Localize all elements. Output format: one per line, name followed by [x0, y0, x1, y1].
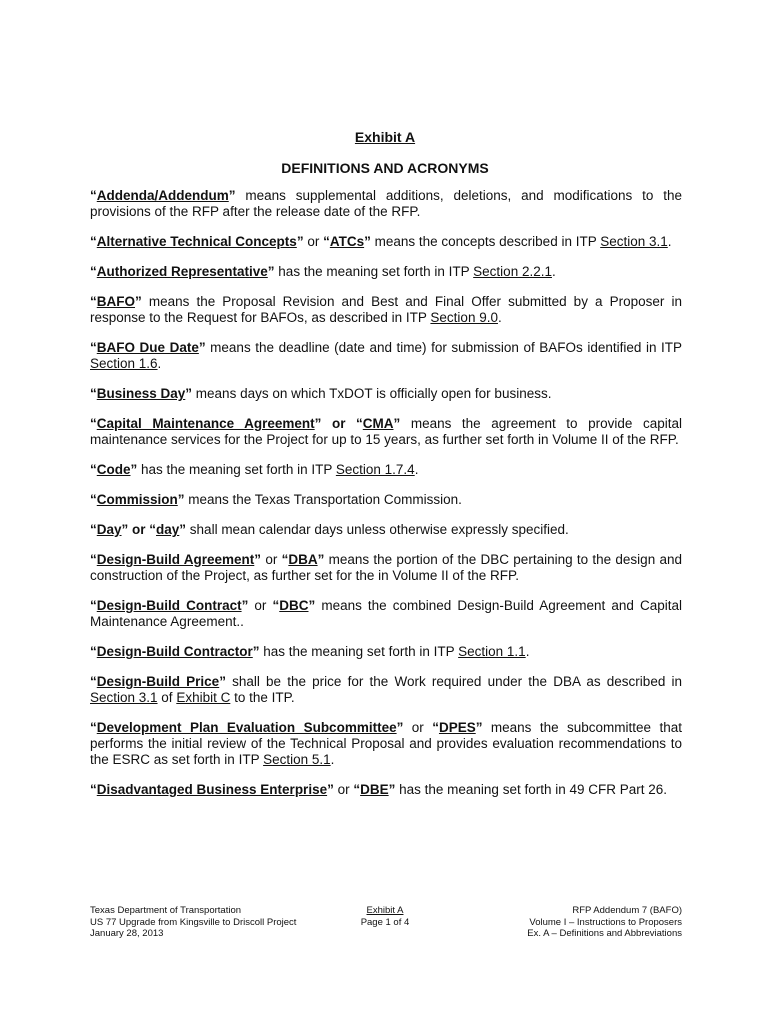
defined-term: Design-Build Price: [96, 674, 220, 689]
definition-item: [90, 264, 682, 280]
quote-mark: ”: [179, 522, 187, 537]
definition-text: or: [403, 720, 433, 735]
definition-text: or: [333, 782, 354, 797]
quote-mark: ”: [252, 644, 260, 659]
definition-text: means the subcommittee that performs the initial review of the Technical Proposal and provides evaluation recommendations to the ESRC as set forth in ITP: [90, 720, 682, 767]
definition-text: means the Proposal Revision and Best and Final Offer submitted by a Proposer in response to the Request for BAFOs, as described in ITP: [90, 294, 682, 325]
quote-mark: “: [272, 598, 280, 613]
footer-project: US 77 Upgrade from Kingsville to Driscoll Project: [90, 916, 297, 928]
quote-mark: “: [323, 234, 330, 249]
definition-text: .: [525, 644, 530, 659]
quote-mark: ”: [296, 234, 304, 249]
definition-item: [90, 522, 682, 538]
defined-term: Business Day: [96, 386, 186, 401]
definition-item: [90, 674, 682, 706]
definition-text: has the meaning set forth in ITP: [274, 264, 474, 279]
defined-term: Design-Build Agreement: [96, 552, 255, 567]
definition-text: shall mean calendar days unless otherwise expressly specified.: [186, 522, 569, 537]
definition-text: .: [414, 462, 419, 477]
definition-item: [90, 644, 682, 660]
quote-mark: ”: [396, 720, 404, 735]
definition-text: has the meaning set forth in ITP: [259, 644, 459, 659]
definition-text: .: [157, 356, 162, 371]
defined-term: Disadvantaged Business Enterprise: [96, 782, 328, 797]
definition-text: means the agreement to provide capital maintenance services for the Project for up to 15 years, as further set forth in Volume II of the RFP.: [90, 416, 682, 447]
definition-item: [90, 782, 682, 798]
footer-right: [452, 905, 682, 940]
quote-mark: “: [90, 674, 97, 689]
definitions-list: [90, 188, 682, 812]
defined-term: day: [156, 522, 180, 537]
definition-text: .: [551, 264, 556, 279]
footer-section: Ex. A – Definitions and Abbreviations: [527, 928, 682, 939]
quote-mark: ”: [219, 674, 226, 689]
quote-mark: “: [90, 598, 97, 613]
quote-mark: “: [90, 492, 97, 507]
section-reference-link[interactable]: Exhibit C: [176, 690, 231, 705]
definition-text: means days on which TxDOT is officially open for business.: [192, 386, 552, 401]
quote-mark: “: [432, 720, 439, 735]
page-title: DEFINITIONS AND ACRONYMS: [281, 160, 489, 176]
quote-mark: “: [90, 340, 97, 355]
definition-text: means the concepts described in ITP: [370, 234, 601, 249]
definition-text: or: [261, 552, 282, 567]
exhibit-title: Exhibit A: [354, 129, 416, 145]
quote-mark: ”: [135, 294, 142, 309]
definition-text: has the meaning set forth in 49 CFR Part 26.: [395, 782, 668, 797]
quote-mark: “: [90, 462, 97, 477]
quote-mark: ”: [241, 598, 249, 613]
defined-term: Design-Build Contractor: [96, 644, 253, 659]
section-reference-link[interactable]: Section 5.1: [263, 752, 331, 767]
quote-mark: “: [90, 416, 97, 431]
quote-mark: ” or “: [314, 416, 363, 431]
definition-item: [90, 720, 682, 768]
definition-item: [90, 462, 682, 478]
defined-term: Addenda/Addendum: [96, 188, 229, 203]
footer-page-number: Page 1 of 4: [360, 916, 410, 928]
definition-item: [90, 294, 682, 326]
footer-date: January 28, 2013: [90, 928, 164, 939]
section-reference-link[interactable]: Section 3.1: [90, 690, 158, 705]
quote-mark: ” or “: [121, 522, 157, 537]
defined-term: Design-Build Contract: [96, 598, 242, 613]
footer-center: [335, 905, 435, 928]
definition-text: shall be the price for the Work required under the DBA as described in: [225, 674, 683, 689]
quote-mark: “: [90, 644, 97, 659]
quote-mark: ”: [308, 598, 316, 613]
definition-text: or: [248, 598, 273, 613]
quote-mark: “: [353, 782, 361, 797]
definition-text: to the ITP.: [230, 690, 295, 705]
quote-mark: “: [90, 294, 97, 309]
definition-item: [90, 386, 682, 402]
quote-mark: ”: [254, 552, 262, 567]
quote-mark: ”: [198, 340, 206, 355]
definition-text: .: [330, 752, 335, 767]
section-reference-link[interactable]: Section 1.1: [458, 644, 526, 659]
definition-text: means the combined Design-Build Agreement and Capital Maintenance Agreement..: [90, 598, 682, 629]
defined-term: Day: [96, 522, 122, 537]
quote-mark: “: [90, 782, 97, 797]
footer-agency: Texas Department of Transportation: [90, 905, 242, 916]
section-reference-link[interactable]: Section 3.1: [600, 234, 668, 249]
defined-term: DBA: [288, 552, 318, 567]
definition-text: or: [303, 234, 324, 249]
defined-term: DBE: [360, 782, 389, 797]
quote-mark: ”: [327, 782, 334, 797]
footer-addendum: RFP Addendum 7 (BAFO): [572, 905, 682, 916]
definition-text: means the portion of the DBC pertaining to the design and construction of the Project, as further set for the in Volume II of the RFP.: [90, 552, 682, 583]
quote-mark: “: [281, 552, 289, 567]
definition-text: means the deadline (date and time) for submission of BAFOs identified in ITP: [205, 340, 683, 355]
quote-mark: ”: [393, 416, 401, 431]
section-reference-link[interactable]: Section 1.6: [90, 356, 158, 371]
definition-item: [90, 552, 682, 584]
defined-term: DBC: [279, 598, 309, 613]
quote-mark: ”: [267, 264, 275, 279]
quote-mark: “: [90, 522, 97, 537]
quote-mark: “: [90, 234, 97, 249]
quote-mark: “: [90, 264, 97, 279]
definition-item: [90, 340, 682, 372]
quote-mark: ”: [185, 386, 193, 401]
definition-item: [90, 234, 682, 250]
definition-item: [90, 188, 682, 220]
defined-term: BAFO Due Date: [96, 340, 199, 355]
defined-term: Code: [96, 462, 131, 477]
footer-volume: Volume I – Instructions to Proposers: [529, 916, 682, 928]
defined-term: Development Plan Evaluation Subcommittee: [96, 720, 397, 735]
defined-term: ATCs: [329, 234, 365, 249]
footer-left: [90, 905, 350, 940]
definition-text: .: [497, 310, 502, 325]
quote-mark: ”: [475, 720, 483, 735]
quote-mark: ”: [228, 188, 236, 203]
definition-text: .: [667, 234, 672, 249]
definition-text: means supplemental additions, deletions, and modifications to the provisions of the RFP after the release date of the RFP.: [90, 188, 682, 219]
defined-term: Alternative Technical Concepts: [96, 234, 297, 249]
quote-mark: ”: [388, 782, 396, 797]
quote-mark: “: [90, 188, 97, 203]
definition-item: [90, 598, 682, 630]
definition-text: of: [157, 690, 177, 705]
defined-term: BAFO: [96, 294, 135, 309]
defined-term: Capital Maintenance Agreement: [96, 416, 315, 431]
quote-mark: “: [90, 720, 97, 735]
definition-text: means the Texas Transportation Commission.: [184, 492, 462, 507]
quote-mark: “: [90, 552, 97, 567]
footer-exhibit: Exhibit A: [366, 905, 404, 916]
quote-mark: “: [90, 386, 97, 401]
section-reference-link[interactable]: Section 2.2.1: [473, 264, 552, 279]
quote-mark: ”: [317, 552, 325, 567]
definition-item: [90, 416, 682, 448]
quote-mark: ”: [177, 492, 185, 507]
section-reference-link[interactable]: Section 9.0: [430, 310, 498, 325]
definition-item: [90, 492, 682, 508]
section-reference-link[interactable]: Section 1.7.4: [335, 462, 415, 477]
quote-mark: ”: [364, 234, 371, 249]
defined-term: Authorized Representative: [96, 264, 268, 279]
defined-term: Commission: [96, 492, 178, 507]
defined-term: CMA: [362, 416, 394, 431]
quote-mark: ”: [130, 462, 138, 477]
defined-term: DPES: [438, 720, 476, 735]
definition-text: has the meaning set forth in ITP: [137, 462, 336, 477]
